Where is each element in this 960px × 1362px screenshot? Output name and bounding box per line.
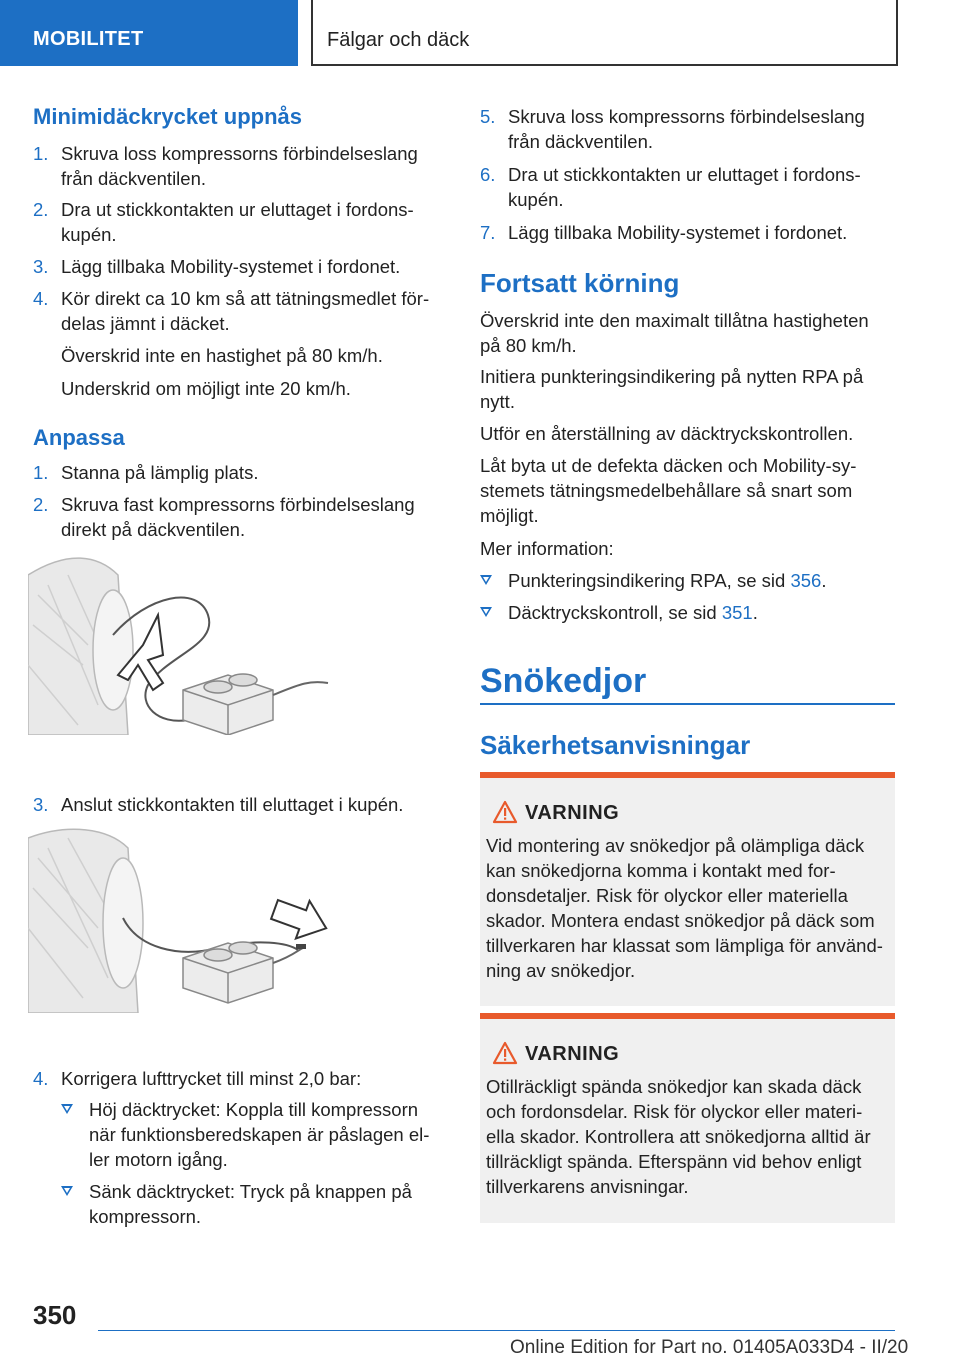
reference-bullet (480, 600, 890, 625)
step-item (480, 104, 895, 154)
compressor-illustration-1 (28, 555, 348, 735)
section-tab (0, 0, 298, 66)
step-number: 6. (480, 164, 496, 185)
warning-triangle-icon (492, 800, 518, 829)
speed-note: Underskrid om möjligt inte 20 km/h. (61, 378, 351, 399)
step-item (33, 286, 448, 336)
step-number: 3. (33, 256, 49, 277)
step-number: 1. (33, 143, 49, 164)
step-number: 5. (480, 106, 496, 127)
paragraph: Överskrid inte den maximalt tillåtna hastigheten på 80 km/h. (480, 310, 869, 356)
reference-text (508, 568, 890, 593)
section-title: MOBILITET (33, 28, 144, 50)
step-item (33, 1066, 448, 1091)
section-title-snow-chains: Snökedjor (480, 662, 647, 700)
warning-title: VARNING (525, 1043, 620, 1065)
bullet-text: Sänk däcktrycket: Tryck på knappen på kompressorn. (89, 1181, 412, 1227)
reference-label: Punkteringsindikering RPA, se sid (508, 570, 791, 591)
reference-end: . (821, 570, 827, 591)
step-item (33, 792, 448, 817)
sub-bullet (61, 1097, 448, 1172)
paragraph: Låt byta ut de defekta däcken och Mobility-sy-stemets tätningsmedelbehållare så snart som möjligt. (480, 455, 857, 526)
bullet-triangle-icon (480, 607, 492, 617)
step-number: 7. (480, 222, 496, 243)
step-text: Anslut stickkontakten till eluttaget i kupén. (61, 794, 404, 815)
step-text: Stanna på lämplig plats. (61, 462, 259, 483)
step-number: 3. (33, 794, 49, 815)
step-text: Kör direkt ca 10 km så att tätningsmedlet för-delas jämnt i däcket. (61, 288, 430, 334)
warning-text: Otillräckligt spända snökedjor kan skada däck och fordonsdelar. Risk för olyckor eller materi-ella skador. Kontrollera att snökedjorna alltid är tillräckligt spända. Efterspänn vid behov enligt tillverkarens anvisningar. (486, 1076, 871, 1197)
heading-minimum-pressure: Minimidäckrycket uppnås (33, 104, 302, 129)
reference-bullet (480, 568, 890, 593)
bullet-triangle-icon (480, 575, 492, 585)
chapter-title: Fälgar och däck (327, 29, 470, 51)
reference-end: . (752, 602, 758, 623)
step-number: 2. (33, 199, 49, 220)
bullet-triangle-icon (61, 1186, 73, 1196)
step-text: Dra ut stickkontakten ur eluttaget i fordons-kupén. (508, 164, 861, 210)
bullet-text: Höj däcktrycket: Koppla till kompressorn när funktionsberedskapen är påslagen el-ler motorn igång. (89, 1099, 430, 1170)
section-divider (480, 703, 895, 705)
step-text: Dra ut stickkontakten ur eluttaget i fordons-kupén. (61, 199, 414, 245)
step-item (33, 492, 448, 542)
warning-text: Vid montering av snökedjor på olämpliga däck kan snökedjorna komma i kontakt med for-donsdetaljer. Risk för olyckor eller materiella skador. Montera endast snökedjor på däck som tillverkaren har klassat som lämpliga för använd-ning av snökedjor. (486, 835, 883, 981)
compressor-illustration-2 (28, 828, 348, 1013)
paragraph: Initiera punkteringsindikering på nytten RPA på nytt. (480, 366, 864, 412)
bullet-triangle-icon (61, 1104, 73, 1114)
page-number: 350 (33, 1300, 77, 1330)
step-text: Skruva fast kompressorns förbindelseslang direkt på däckventilen. (61, 494, 415, 540)
step-item (33, 254, 448, 279)
speed-note: Överskrid inte en hastighet på 80 km/h. (61, 345, 383, 366)
warning-title: VARNING (525, 802, 620, 824)
step-text: Skruva loss kompressorns förbindelseslang från däckventilen. (508, 106, 865, 152)
heading-continued-driving: Fortsatt körning (480, 268, 680, 298)
step-text: Skruva loss kompressorns förbindelseslang från däckventilen. (61, 143, 418, 189)
step-text: Lägg tillbaka Mobility-systemet i fordonet. (508, 222, 848, 243)
step-number: 4. (33, 288, 49, 309)
step-item (33, 460, 448, 485)
reference-text (508, 600, 890, 625)
edition-info: Online Edition for Part no. 01405A033D4 - II/20 (510, 1337, 909, 1358)
step-number: 1. (33, 462, 49, 483)
page-link-351[interactable]: 351 (721, 602, 753, 623)
step-item (480, 220, 895, 245)
step-number: 4. (33, 1068, 49, 1089)
page-link-356[interactable]: 356 (790, 570, 822, 591)
step-number: 2. (33, 494, 49, 515)
warning-triangle-icon (492, 1041, 518, 1070)
warning-box (480, 1013, 895, 1223)
sub-bullet (61, 1179, 448, 1229)
footer-divider (98, 1330, 895, 1331)
step-text: Lägg tillbaka Mobility-systemet i fordonet. (61, 256, 401, 277)
heading-adjust: Anpassa (33, 425, 125, 450)
step-item (33, 197, 448, 247)
warning-box (480, 772, 895, 1006)
paragraph: Mer information: (480, 538, 614, 559)
paragraph: Utför en återställning av däcktryckskontrollen. (480, 423, 854, 444)
chapter-tab (311, 0, 898, 66)
subsection-title-safety: Säkerhetsanvisningar (480, 730, 751, 760)
step-item (480, 162, 895, 212)
step-text: Korrigera lufttrycket till minst 2,0 bar: (61, 1068, 362, 1089)
reference-label: Däcktryckskontroll, se sid (508, 602, 722, 623)
step-item (33, 141, 448, 191)
